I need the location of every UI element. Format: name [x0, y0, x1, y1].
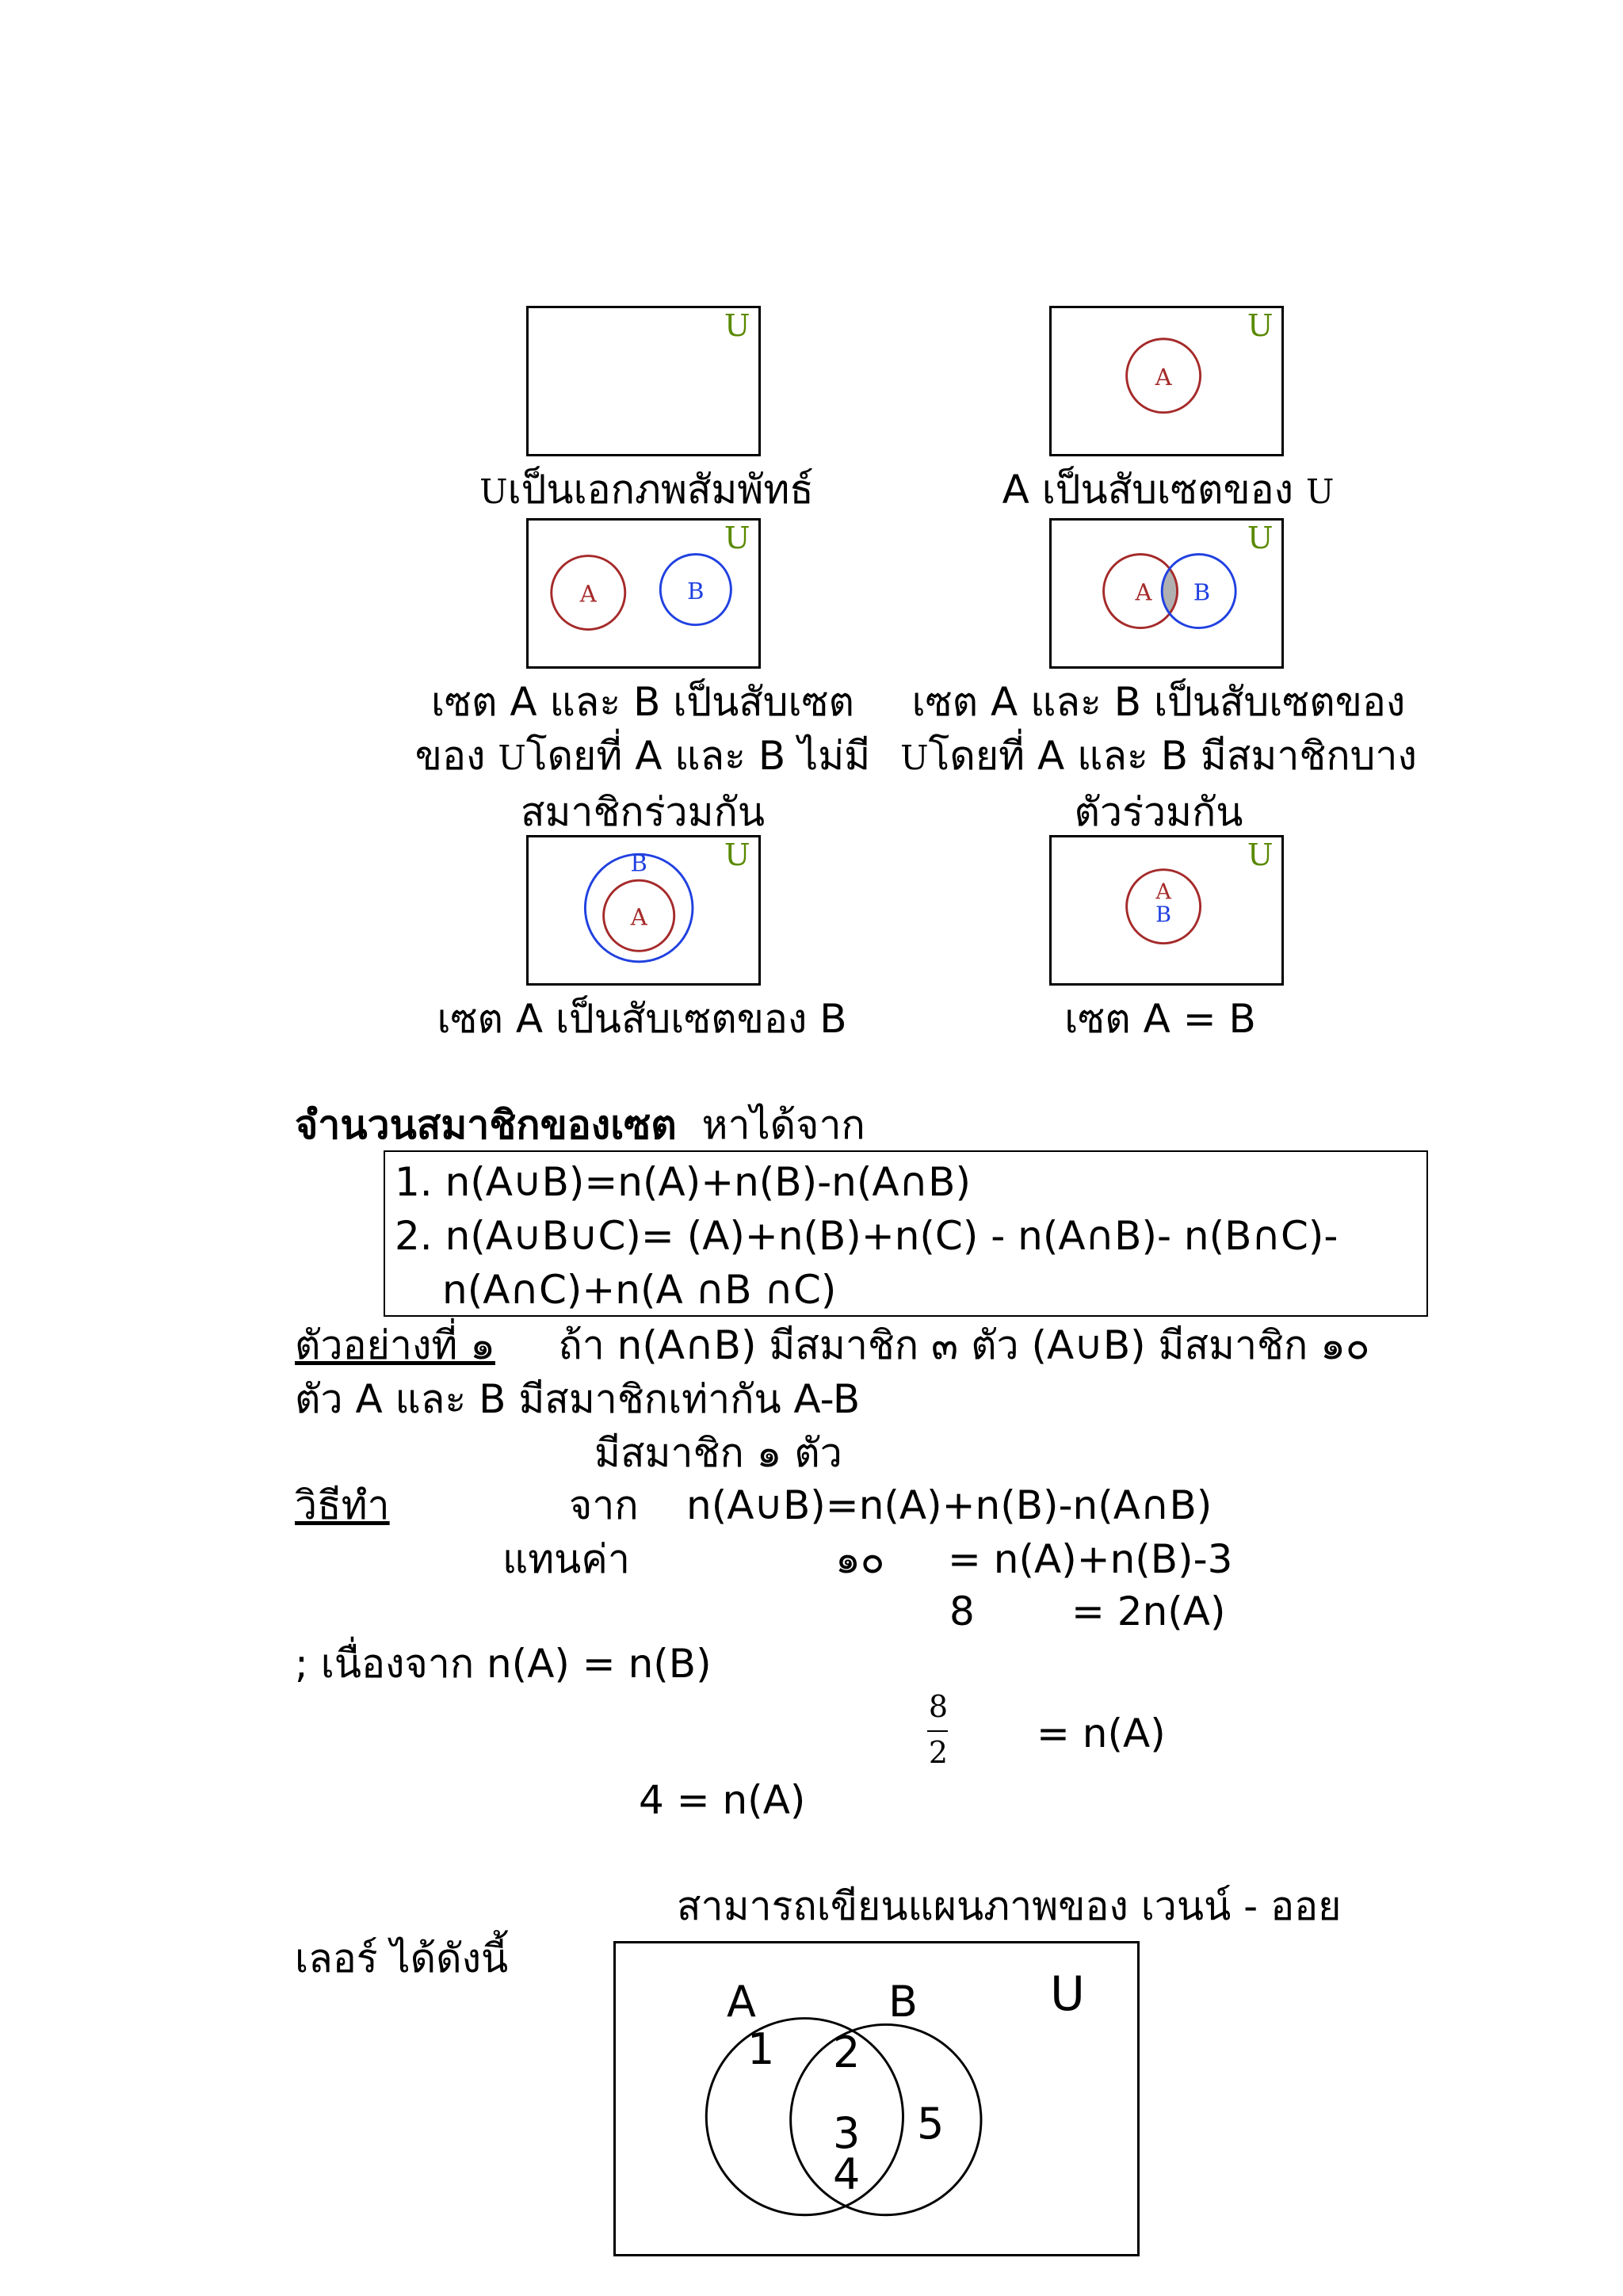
- venn-equal-sets: [1049, 835, 1284, 986]
- caption-a-subset-text: A เป็นสับเซตของ: [1002, 467, 1294, 513]
- since-line: ; เนื่องจาก n(A) = n(B): [295, 1641, 712, 1687]
- example-label: ตัวอย่างที่ ๑: [295, 1322, 495, 1368]
- caption-disjoint-line3: สมาชิกร่วมกัน: [520, 789, 766, 835]
- caption-disjoint-line2: [401, 729, 884, 785]
- example-line1: [295, 1318, 1369, 1372]
- caption-disjoint-line1: เซต A และ B เป็นสับเซต: [430, 679, 855, 725]
- universe-letter: U: [724, 308, 750, 344]
- step2-right: = 2n(A): [1071, 1589, 1226, 1634]
- venn-a-subset-b-svg: [529, 837, 758, 983]
- universe-symbol: U: [479, 472, 508, 511]
- substitute-label: แทนค่า: [502, 1536, 630, 1582]
- caption-disjoint-line2b-text: โดยที่ A และ B ไม่มี: [525, 733, 871, 779]
- set-b-label: B: [687, 577, 705, 605]
- venn-overlap-svg: [1052, 521, 1281, 666]
- venn-universe-empty-svg: [529, 308, 758, 454]
- venn-disjoint: [526, 518, 761, 669]
- venn-label-a: A: [727, 1977, 756, 2027]
- venn-region-2: 2: [833, 2027, 861, 2077]
- set-a-label: A: [1155, 879, 1171, 905]
- section-heading: [295, 1098, 865, 1152]
- fraction-bar: [927, 1730, 948, 1732]
- caption-universe: [456, 463, 837, 519]
- universe-symbol: U: [498, 738, 526, 777]
- formula-1: 1. n(A∪B)=n(A)+n(B)-n(A∩B): [395, 1159, 971, 1205]
- substitute-right: = n(A)+n(B)-3: [948, 1536, 1233, 1582]
- venn-a-subset-b: [526, 835, 761, 986]
- set-a-label: A: [630, 903, 647, 931]
- venn-region-5: 5: [917, 2099, 945, 2149]
- caption-a-subset-b: เซต A เป็นสับเซตของ B: [437, 996, 847, 1042]
- caption-overlap-line3: ตัวร่วมกัน: [1074, 789, 1243, 835]
- section-heading-suffix: หาได้จาก: [701, 1102, 865, 1148]
- venn-region-3: 3: [833, 2108, 861, 2158]
- set-a-label: A: [1135, 578, 1152, 606]
- venn-example-diagram: [613, 1941, 1140, 2256]
- set-b-label: B: [1193, 578, 1211, 606]
- universe-letter: U: [1247, 521, 1274, 556]
- formula-2-line2: n(A∩C)+n(A ∩B ∩C): [442, 1267, 837, 1313]
- caption-disjoint: [401, 675, 884, 839]
- venn-label-b: B: [888, 1977, 918, 2027]
- step2-left: 8: [949, 1589, 975, 1634]
- example-line3: มีสมาชิก ๑ ตัว: [594, 1430, 842, 1476]
- formula-2-line1: 2. n(A∪B∪C)= (A)+n(B)+n(C) - n(A∩B)- n(B∩C)-: [395, 1213, 1338, 1259]
- venn-intro-line2: เลอร์ ได้ดังนี้: [295, 1936, 509, 1981]
- venn-a-subset-u-svg: [1052, 308, 1281, 454]
- venn-label-u: U: [1050, 1966, 1085, 2022]
- set-b-label: B: [1155, 902, 1172, 928]
- set-b-label: B: [630, 849, 647, 877]
- universe-symbol: U: [900, 738, 929, 777]
- venn-intro-line1: สามารถเขียนแผนภาพของ เวนน์ - ออย: [677, 1883, 1342, 1929]
- result-line: 4 = n(A): [639, 1777, 806, 1823]
- venn-a-subset-u: [1049, 306, 1284, 456]
- universe-symbol: U: [1305, 472, 1335, 511]
- caption-overlap: [897, 675, 1420, 839]
- fraction-denominator: 2: [928, 1735, 949, 1770]
- caption-equal: เซต A = B: [1064, 996, 1256, 1042]
- venn-disjoint-svg: [529, 521, 758, 666]
- method-label: วิธีทำ: [295, 1482, 390, 1528]
- universe-letter: U: [724, 521, 750, 556]
- substitute-left: ๑๐: [835, 1536, 885, 1582]
- caption-overlap-line2-text: โดยที่ A และ B มีสมาชิกบาง: [928, 733, 1417, 779]
- from-formula: n(A∪B)=n(A)+n(B)-n(A∩B): [686, 1482, 1212, 1528]
- venn-universe-empty: [526, 306, 761, 456]
- set-a-label: A: [579, 580, 597, 608]
- from-label: จาก: [569, 1482, 639, 1528]
- caption-disjoint-line2-text: ของ: [414, 733, 486, 779]
- universe-letter: U: [1247, 837, 1274, 873]
- example-line2: ตัว A และ B มีสมาชิกเท่ากัน A-B: [295, 1376, 861, 1422]
- venn-equal-sets-svg: [1052, 837, 1281, 983]
- caption-overlap-line1: เซต A และ B เป็นสับเซตของ: [911, 679, 1406, 725]
- caption-universe-text: เป็นเอกภพสัมพัทธ์: [507, 467, 814, 513]
- fraction-numerator: 8: [928, 1689, 949, 1724]
- caption-overlap-line2: [897, 729, 1420, 785]
- venn-circle-a: [706, 2019, 903, 2215]
- venn-region-1: 1: [747, 2024, 775, 2074]
- venn-region-4: 4: [833, 2149, 861, 2199]
- set-a-label: A: [1155, 363, 1172, 391]
- example-line1-text: ถ้า n(A∩B) มีสมาชิก ๓ ตัว (A∪B) มีสมาชิก ๑๐: [558, 1322, 1370, 1368]
- universe-letter: U: [1247, 308, 1274, 344]
- caption-a-subset: [970, 463, 1366, 519]
- universe-letter: U: [724, 837, 750, 873]
- section-heading-bold: จำนวนสมาชิกของเซต: [295, 1102, 677, 1148]
- venn-overlap: [1049, 518, 1284, 669]
- venn-circle-b: [791, 2024, 981, 2214]
- step3-right: = n(A): [1037, 1711, 1166, 1756]
